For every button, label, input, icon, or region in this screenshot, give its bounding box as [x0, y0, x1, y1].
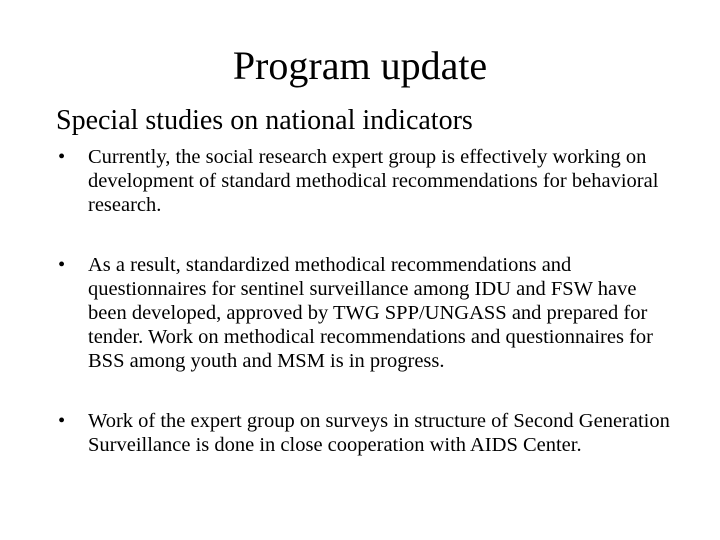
bullet-icon: •: [58, 410, 66, 432]
slide-subtitle: Special studies on national indicators: [56, 105, 473, 136]
bullet-text: As a result, standardized methodical recommendations and questionnaires for sentinel surveillance among IDU and FSW have been developed, approved by TWG SPP/UNGASS and prepared for tender. Work on methodical recommendations and questionnaires for BSS among youth and MSM is in progress.: [88, 254, 653, 372]
bullet-item: [58, 253, 678, 373]
bullet-text: Work of the expert group on surveys in structure of Second Generation Surveillance is done in close cooperation with AIDS Center.: [88, 410, 670, 456]
bullet-list: [58, 145, 678, 457]
bullet-icon: •: [58, 146, 66, 168]
slide-title: Program update: [232, 43, 488, 88]
bullet-item: [58, 145, 678, 217]
bullet-text: Currently, the social research expert group is effectively working on development of standard methodical recommendations for behavioral research.: [88, 146, 659, 216]
bullet-icon: •: [58, 254, 66, 276]
bullet-item: [58, 409, 678, 457]
